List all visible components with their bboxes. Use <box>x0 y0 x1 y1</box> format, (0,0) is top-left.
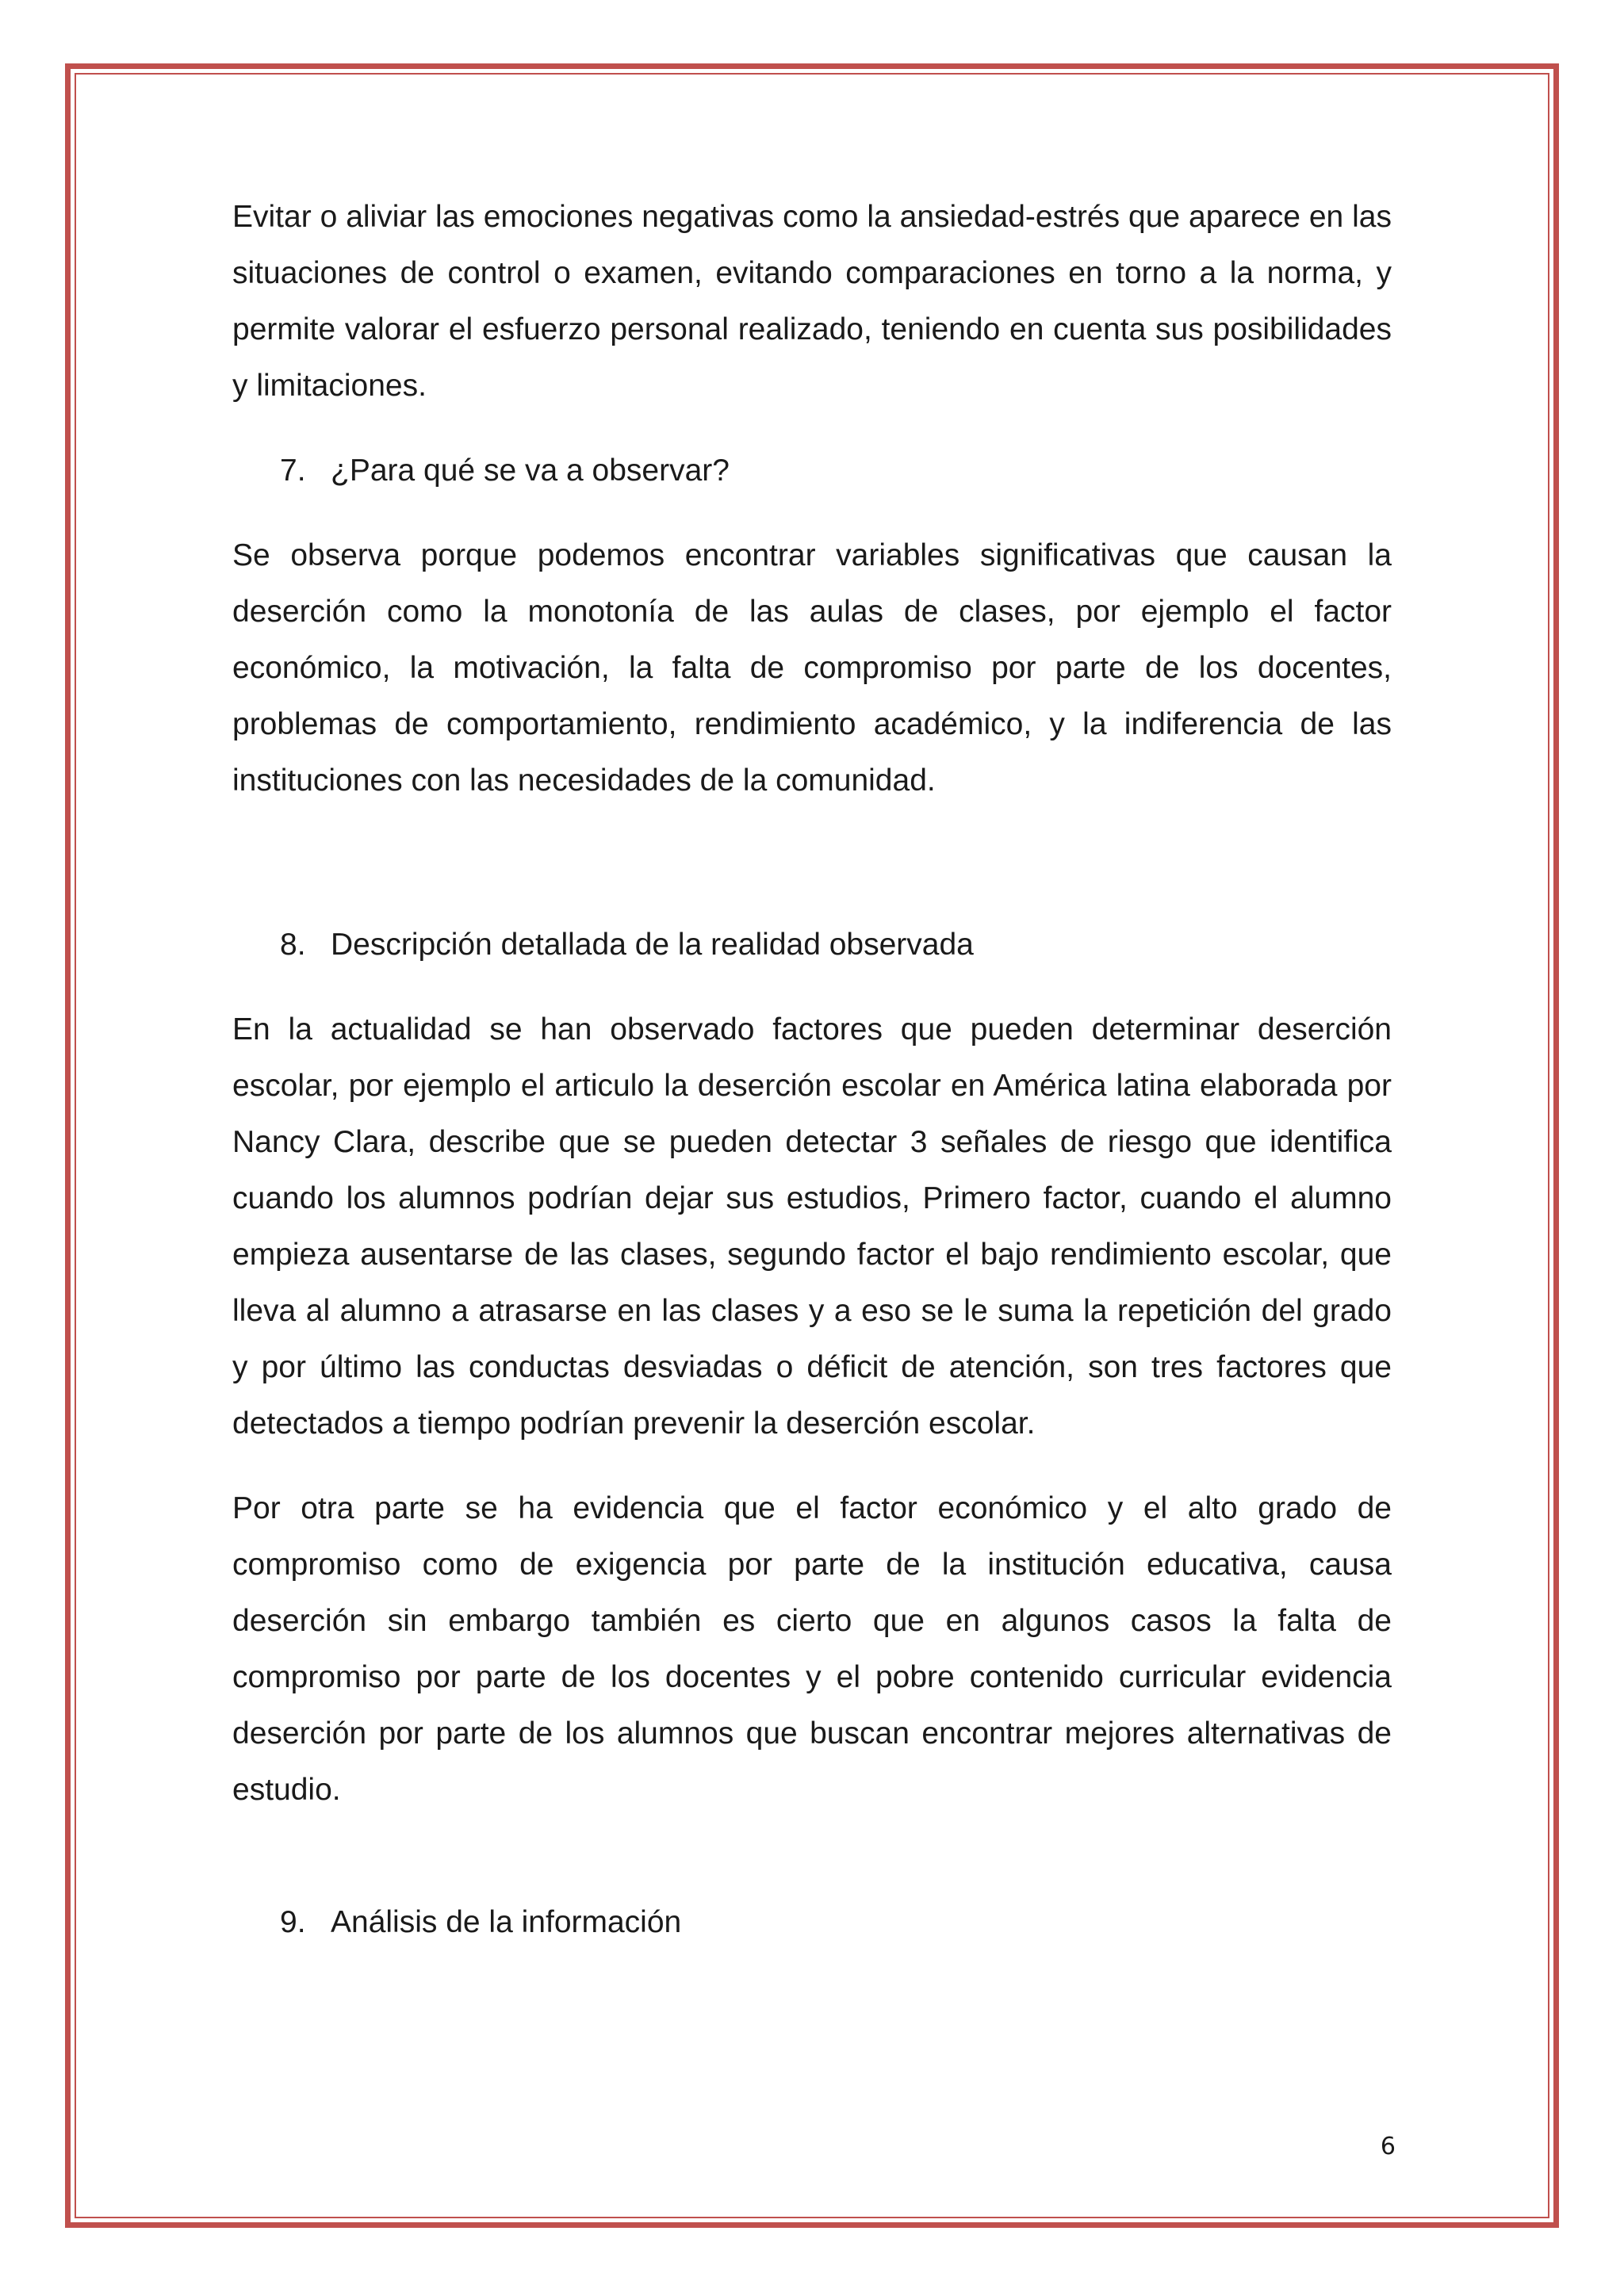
paragraph-other-factors: Por otra parte se ha evidencia que el factor económico y el alto grado de compromiso como de exigencia por parte de la institución educativa, causa deserción sin embargo también es cierto que en algunos casos la falta de compromiso por parte de los docentes y el pobre contenido curricular evidencia deserción por parte de los alumnos que buscan encontrar mejores alternativas de estudio. <box>232 1491 1392 1807</box>
heading-text: Análisis de la información <box>331 1905 682 1939</box>
heading-section-9 <box>232 1894 1392 1950</box>
heading-number: 7. <box>280 453 306 488</box>
spacer <box>232 1846 1392 1894</box>
heading-text: ¿Para qué se va a observar? <box>331 453 730 488</box>
page-number: 6 <box>1380 2133 1396 2160</box>
heading-section-8 <box>232 916 1392 973</box>
spacer <box>232 837 1392 916</box>
heading-number: 8. <box>280 928 306 962</box>
paragraph-observation-purpose: Se observa porque podemos encontrar variables significativas que causan la deserción como la monotonía de las aulas de clases, por ejemplo el factor económico, la motivación, la falta de compromiso por parte de los docentes, problemas de comportamiento, rendimiento académico, y la indiferencia de las instituciones con las necesidades de la comunidad. <box>232 538 1392 798</box>
paragraph-current-reality: En la actualidad se han observado factores que pueden determinar deserción escolar, por ejemplo el articulo la deserción escolar en América latina elaborada por Nancy Clara, describe que se pueden detectar 3 señales de riesgo que identifica cuando los alumnos podrían dejar sus estudios, Primero factor, cuando el alumno empieza ausentarse de las clases, segundo factor el bajo rendimiento escolar, que lleva al alumno a atrasarse en las clases y a eso se le suma la repetición del grado y por último las conductas desviadas o déficit de atención, son tres factores que detectados a tiempo podrían prevenir la deserción escolar. <box>232 1012 1392 1441</box>
heading-section-7 <box>232 442 1392 499</box>
heading-number: 9. <box>280 1905 306 1939</box>
page-content <box>232 189 1392 1979</box>
heading-text: Descripción detallada de la realidad observada <box>331 928 974 962</box>
paragraph-emotions: Evitar o aliviar las emociones negativas como la ansiedad-estrés que aparece en las situaciones de control o examen, evitando comparaciones en torno a la norma, y permite valorar el esfuerzo personal realizado, teniendo en cuenta sus posibilidades y limitaciones. <box>232 200 1392 403</box>
